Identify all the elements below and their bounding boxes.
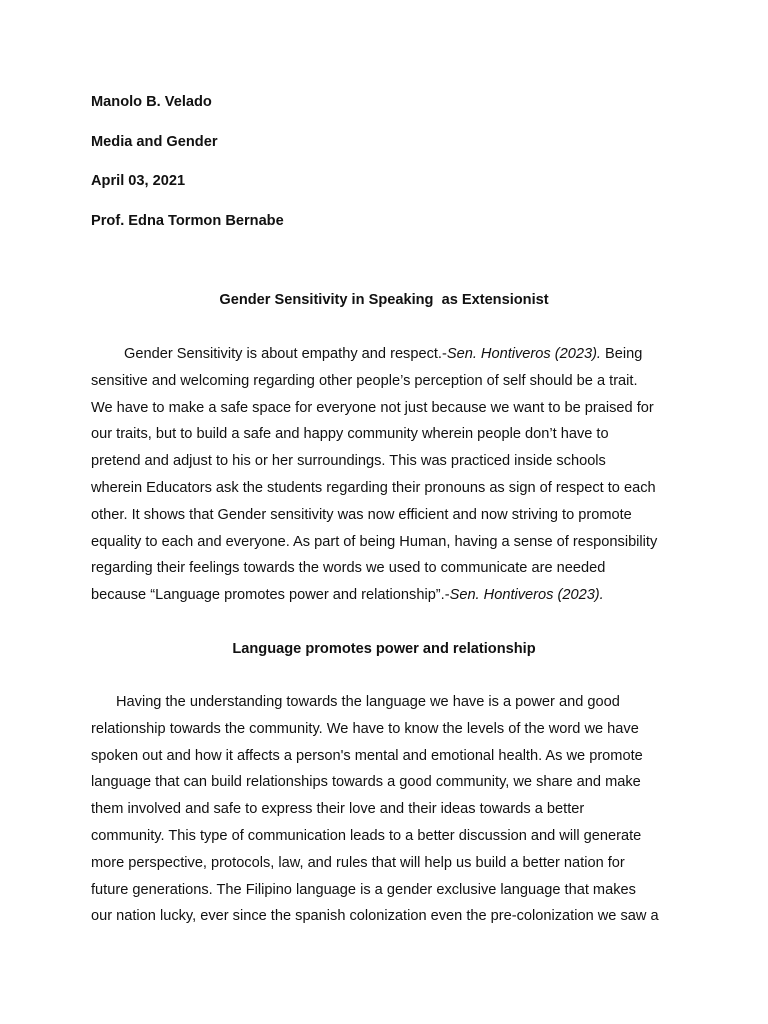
paragraph-line: Having the understanding towards the language we have is a power and good	[116, 694, 620, 710]
paragraph-gender-sensitivity	[91, 341, 691, 609]
paragraph-line: community. This type of communication leads to a better discussion and will generate	[91, 827, 642, 844]
paragraph-line: regarding their feelings towards the words we used to communicate are needed	[91, 560, 606, 577]
citation: Sen. Hontiveros (2023).	[449, 587, 604, 604]
paragraph-line: other. It shows that Gender sensitivity was now efficient and now striving to promote	[91, 506, 632, 523]
section-title-gender-sensitivity: Gender Sensitivity in Speaking as Extensionist	[219, 292, 549, 308]
paragraph-line: them involved and safe to express their love and their ideas towards a better	[91, 801, 585, 818]
paragraph-line: future generations. The Filipino language is a gender exclusive language that makes	[91, 881, 636, 898]
paragraph-line: spoken out and how it affects a person's mental and emotional health. As we promote	[91, 747, 643, 764]
paragraph-line: We have to make a safe space for everyone not just because we want to be praised for	[91, 399, 654, 416]
section-title-language-power: Language promotes power and relationship	[232, 641, 536, 657]
paragraph-line: sensitive and welcoming regarding other people’s perception of self should be a trait.	[91, 372, 638, 389]
author-name: Manolo B. Velado	[91, 94, 212, 110]
citation: Sen. Hontiveros (2023).	[446, 346, 601, 362]
paragraph-line: because “Language promotes power and relationship”.-Sen. Hontiveros (2023).	[91, 587, 604, 604]
paragraph-line: pretend and adjust to his or her surroundings. This was practiced inside schools	[91, 453, 606, 470]
paragraph-language-power	[91, 689, 691, 930]
paragraph-line: relationship towards the community. We have to know the levels of the word we have	[91, 720, 639, 737]
professor-name: Prof. Edna Tormon Bernabe	[91, 213, 284, 229]
paragraph-line: our nation lucky, ever since the spanish colonization even the pre-colonization we saw a	[91, 908, 659, 925]
paragraph-line: Gender Sensitivity is about empathy and respect.-Sen. Hontiveros (2023). Being	[124, 346, 643, 362]
paragraph-line: our traits, but to build a safe and happy community wherein people don’t have to	[91, 426, 609, 443]
course-name: Media and Gender	[91, 134, 218, 150]
paragraph-line: wherein Educators ask the students regarding their pronouns as sign of respect to each	[91, 479, 656, 496]
paragraph-line: language that can build relationships towards a good community, we share and make	[91, 774, 641, 791]
submission-date: April 03, 2021	[91, 173, 186, 189]
paragraph-line: equality to each and everyone. As part of being Human, having a sense of responsibility	[91, 533, 658, 550]
paragraph-line: more perspective, protocols, law, and rules that will help us build a better nation for	[91, 854, 625, 871]
